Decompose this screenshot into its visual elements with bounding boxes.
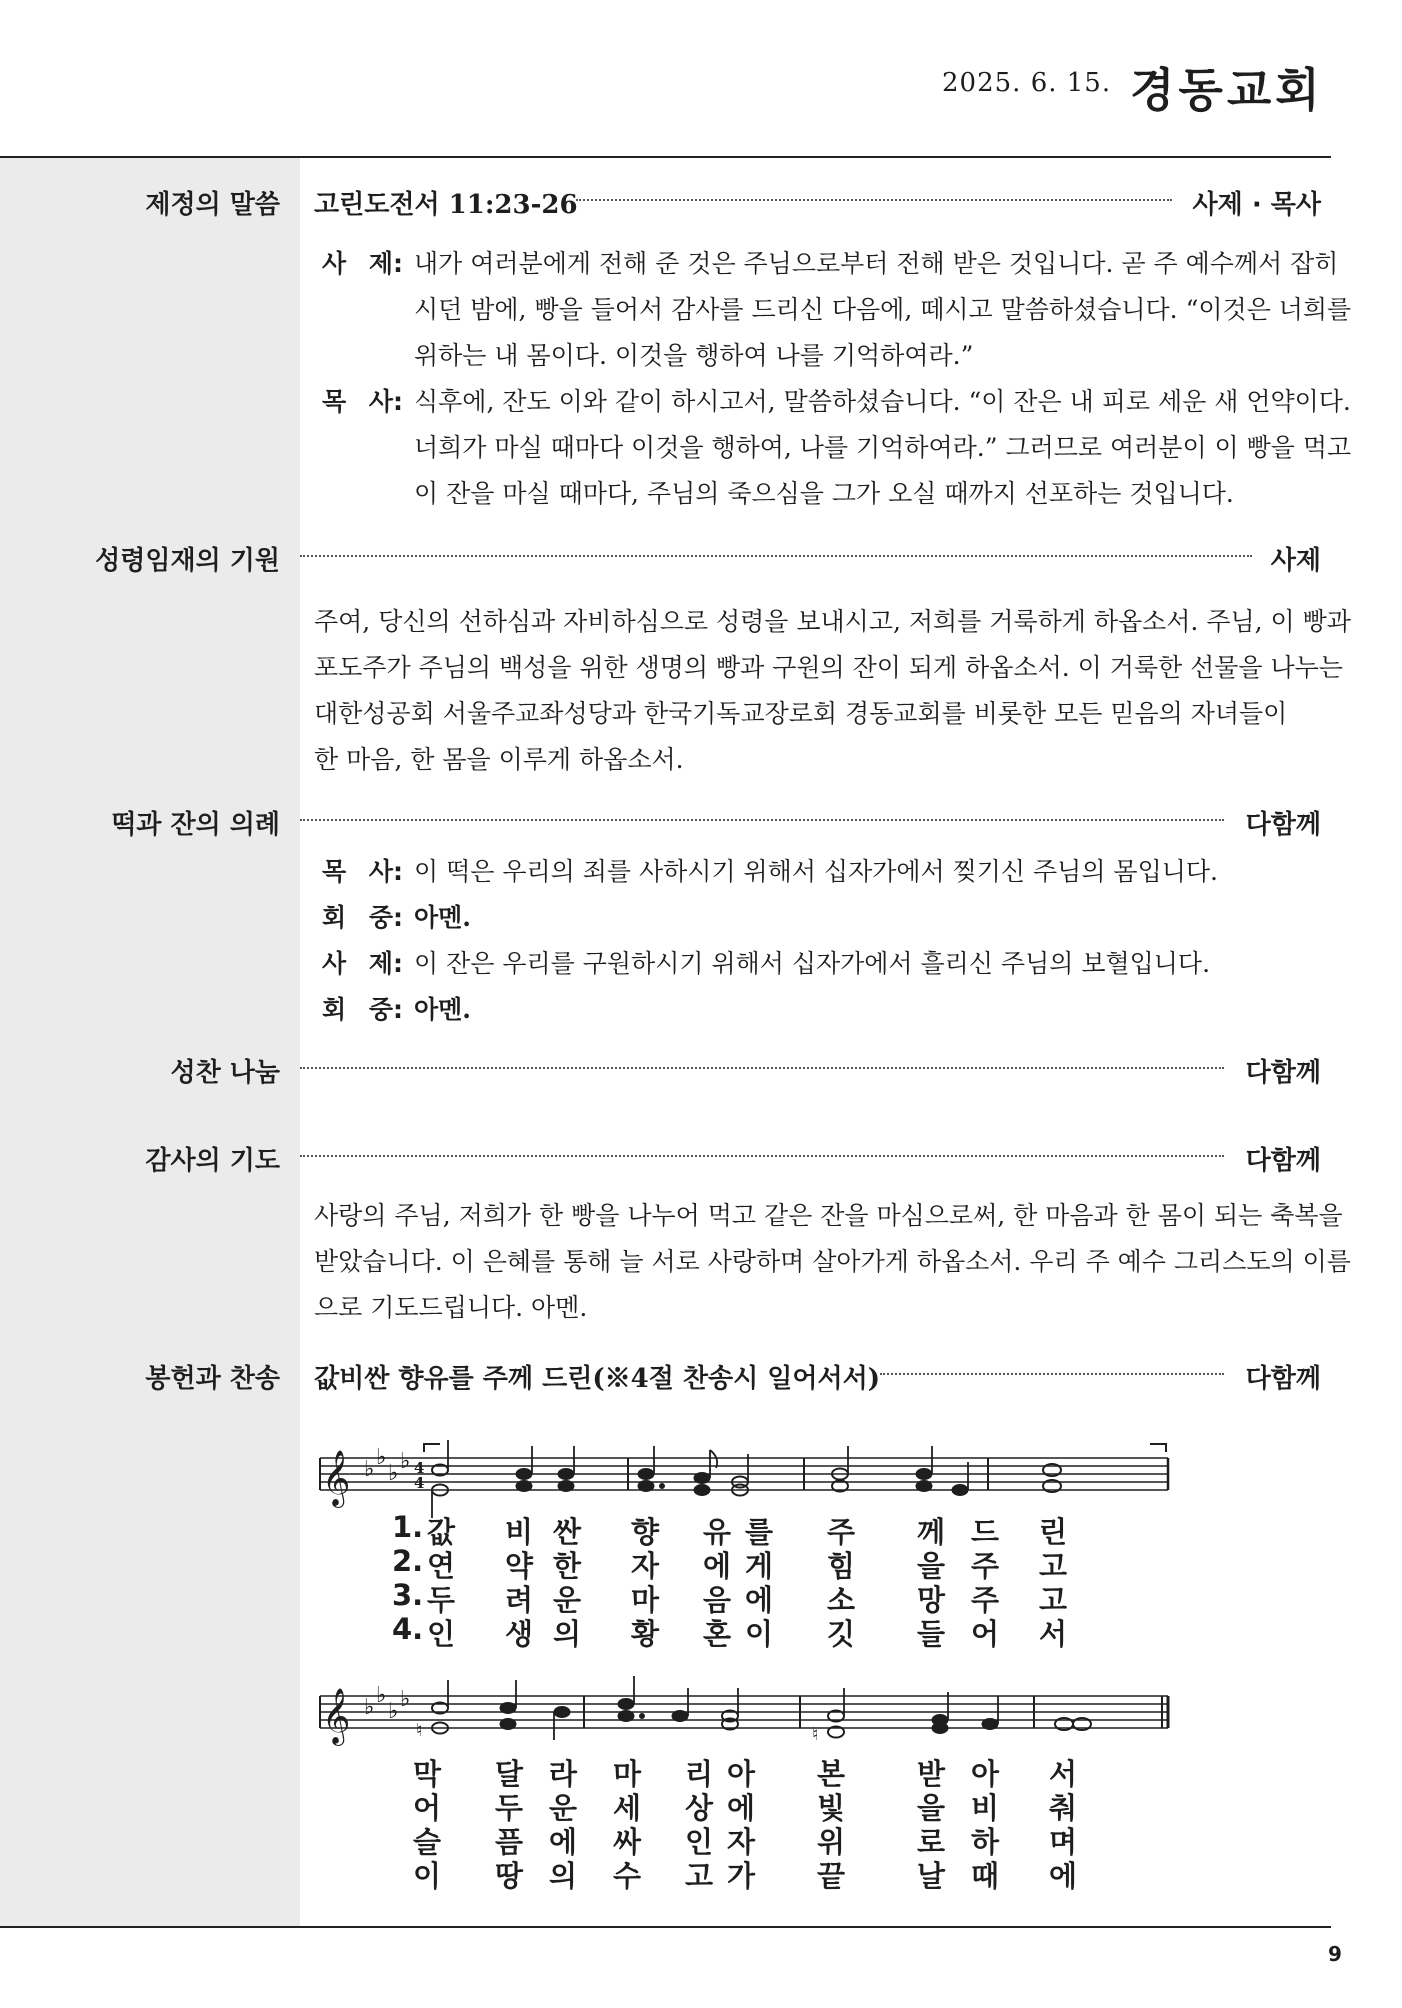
leader-dots xyxy=(300,555,1252,557)
lyric-syllable: 힘 xyxy=(826,1549,855,1583)
lyric-syllable: 달 xyxy=(494,1757,523,1791)
speaker-label: 사 제: xyxy=(322,949,404,978)
liturgy-line: 이 떡은 우리의 죄를 사하시기 위해서 십자가에서 찢기신 주님의 몸입니다. xyxy=(414,857,1218,886)
lyric-syllable: 이 xyxy=(412,1859,441,1893)
svg-text:♭: ♭ xyxy=(364,1457,375,1482)
lyric-syllable: 위 xyxy=(816,1825,845,1859)
lyric-syllable: 때 xyxy=(970,1859,999,1893)
lyric-syllable: 음 xyxy=(702,1583,731,1617)
lyric-syllable: 아 xyxy=(970,1757,999,1791)
top-rule xyxy=(0,156,1331,158)
lyric-syllable: 싸 xyxy=(612,1825,641,1859)
liturgy-line: 이 잔은 우리를 구원하시기 위해서 십자가에서 흘리신 주님의 보혈입니다. xyxy=(414,949,1211,978)
lyric-syllable: 약 xyxy=(504,1549,533,1583)
lyric-syllable: 주 xyxy=(826,1515,855,1549)
lyric-syllable: 망 xyxy=(916,1583,945,1617)
lyric-syllable: 슬 xyxy=(412,1825,441,1859)
liturgy-line: 이 잔을 마실 때마다, 주님의 죽으심을 그가 오실 때까지 선포하는 것입니다. xyxy=(414,479,1234,508)
speaker-label: 회 중: xyxy=(322,903,404,932)
section-role: 사제 xyxy=(1270,546,1321,576)
prayer-line: 받았습니다. 이 은혜를 통해 늘 서로 사랑하며 살아가게 하옵소서. 우리 주 예수 그리스도의 이름 xyxy=(314,1247,1351,1276)
lyric-syllable: 유 xyxy=(702,1515,731,1549)
svg-text:♭: ♭ xyxy=(400,1687,411,1712)
verse-number: 3. xyxy=(392,1578,424,1612)
lyric-syllable: 혼 xyxy=(702,1617,731,1651)
lyric-syllable: 들 xyxy=(916,1617,945,1651)
lyric-syllable: 린 xyxy=(1038,1515,1067,1549)
lyric-syllable: 이 xyxy=(744,1617,773,1651)
svg-text:𝄞: 𝄞 xyxy=(322,1688,351,1744)
leader-dots xyxy=(300,1067,1224,1069)
scripture-reference: 고린도전서 11:23-26 xyxy=(314,190,578,220)
verse-number: 1. xyxy=(392,1510,424,1544)
lyric-syllable: 주 xyxy=(970,1549,999,1583)
lyric-syllable: 싼 xyxy=(552,1515,581,1549)
lyric-syllable: 로 xyxy=(916,1825,945,1859)
lyric-syllable: 황 xyxy=(630,1617,659,1651)
liturgy-line: 위하는 내 몸이다. 이것을 행하여 나를 기억하여라.” xyxy=(414,341,974,370)
lyric-syllable: 막 xyxy=(412,1757,441,1791)
lyric-syllable: 가 xyxy=(726,1859,755,1893)
svg-text:4: 4 xyxy=(414,1474,425,1492)
liturgy-line: 시던 밤에, 빵을 들어서 감사를 드리신 다음에, 떼시고 말씀하셨습니다. “이것은 너희를 xyxy=(414,295,1352,324)
lyric-syllable: 의 xyxy=(548,1859,577,1893)
lyric-syllable: 을 xyxy=(916,1549,945,1583)
section-role: 다함께 xyxy=(1245,1058,1321,1088)
lyric-syllable: 에 xyxy=(726,1791,755,1825)
section-role: 다함께 xyxy=(1245,1146,1321,1176)
lyric-syllable: 깃 xyxy=(826,1617,855,1651)
lyric-syllable: 운 xyxy=(548,1791,577,1825)
liturgy-line: 내가 여러분에게 전해 준 것은 주님으로부터 전해 받은 것입니다. 곧 주 예수께서 잡히 xyxy=(414,249,1339,278)
music-staff-1 xyxy=(320,1440,1168,1518)
leader-dots xyxy=(576,199,1172,201)
speaker-label: 사 제: xyxy=(322,249,404,278)
lyric-syllable: 에 xyxy=(548,1825,577,1859)
bottom-rule xyxy=(0,1926,1331,1928)
lyric-syllable: 운 xyxy=(552,1583,581,1617)
svg-text:𝄞: 𝄞 xyxy=(322,1450,351,1506)
liturgy-line: 식후에, 잔도 이와 같이 하시고서, 말씀하셨습니다. “이 잔은 내 피로 세운 새 언약이다. xyxy=(414,387,1351,416)
lyric-syllable: 에 xyxy=(1048,1859,1077,1893)
section-label-communion: 성찬 나눔 xyxy=(170,1058,280,1088)
leader-dots xyxy=(300,819,1224,821)
lyric-syllable: 비 xyxy=(970,1791,999,1825)
lyric-syllable: 자 xyxy=(726,1825,755,1859)
svg-text:♭: ♭ xyxy=(388,1461,399,1486)
prayer-line: 포도주가 주님의 백성을 위한 생명의 빵과 구원의 잔이 되게 하옵소서. 이 거룩한 선물을 나누는 xyxy=(314,653,1343,682)
lyric-syllable: 주 xyxy=(970,1583,999,1617)
liturgy-line: 너희가 마실 때마다 이것을 행하여, 나를 기억하여라.” 그러므로 여러분이 이 빵을 먹고 xyxy=(414,433,1352,462)
section-label-epiclesis: 성령임재의 기원 xyxy=(95,546,280,576)
lyric-syllable: 어 xyxy=(970,1617,999,1651)
lyric-syllable: 인 xyxy=(426,1617,455,1651)
lyric-syllable: 춰 xyxy=(1048,1791,1077,1825)
lyric-syllable: 두 xyxy=(426,1583,455,1617)
lyric-syllable: 리 xyxy=(684,1757,713,1791)
lyric-syllable: 수 xyxy=(612,1859,641,1893)
liturgy-line: 아멘. xyxy=(414,995,472,1024)
lyric-syllable: 비 xyxy=(504,1515,533,1549)
lyric-syllable: 고 xyxy=(1038,1583,1067,1617)
section-role: 다함께 xyxy=(1245,810,1321,840)
svg-text:♭: ♭ xyxy=(364,1695,375,1720)
svg-text:♭: ♭ xyxy=(376,1683,387,1708)
hymn-title: 값비싼 향유를 주께 드린(※4절 찬송시 일어서서) xyxy=(314,1364,881,1394)
music-staff-2 xyxy=(320,1676,1168,1746)
lyric-syllable: 께 xyxy=(916,1515,945,1549)
lyric-syllable: 한 xyxy=(552,1549,581,1583)
lyric-syllable: 아 xyxy=(726,1757,755,1791)
svg-text:4: 4 xyxy=(414,1459,425,1477)
lyric-syllable: 빛 xyxy=(816,1791,845,1825)
leader-dots xyxy=(880,1373,1224,1375)
svg-text:♮: ♮ xyxy=(416,1720,423,1741)
svg-text:♭: ♭ xyxy=(400,1449,411,1474)
lyric-syllable: 땅 xyxy=(494,1859,523,1893)
prayer-line: 대한성공회 서울주교좌성당과 한국기독교장로회 경동교회를 비롯한 모든 믿음의 자녀들이 xyxy=(314,699,1288,728)
svg-text:♭: ♭ xyxy=(388,1699,399,1724)
svg-text:♮: ♮ xyxy=(812,1724,819,1745)
lyric-syllable: 값 xyxy=(426,1515,455,1549)
section-role: 사제 · 목사 xyxy=(1192,190,1321,220)
lyric-syllable: 소 xyxy=(826,1583,855,1617)
prayer-line: 으로 기도드립니다. 아멘. xyxy=(314,1293,588,1322)
lyric-syllable: 두 xyxy=(494,1791,523,1825)
lyric-syllable: 본 xyxy=(816,1757,845,1791)
lyric-syllable: 려 xyxy=(504,1583,533,1617)
lyric-syllable: 하 xyxy=(970,1825,999,1859)
lyric-syllable: 세 xyxy=(612,1791,641,1825)
lyric-syllable: 날 xyxy=(916,1859,945,1893)
lyric-syllable: 서 xyxy=(1038,1617,1067,1651)
lyric-syllable: 고 xyxy=(1038,1549,1067,1583)
lyric-syllable: 마 xyxy=(630,1583,659,1617)
lyric-syllable: 게 xyxy=(744,1549,773,1583)
lyric-syllable: 연 xyxy=(426,1549,455,1583)
section-role: 다함께 xyxy=(1245,1364,1321,1394)
lyric-syllable: 에 xyxy=(744,1583,773,1617)
lyric-syllable: 상 xyxy=(684,1791,713,1825)
lyric-syllable: 드 xyxy=(970,1515,999,1549)
section-label-words-of-institution: 제정의 말씀 xyxy=(145,190,280,220)
lyric-syllable: 며 xyxy=(1048,1825,1077,1859)
verse-number: 4. xyxy=(392,1612,424,1646)
lyric-syllable: 고 xyxy=(684,1859,713,1893)
speaker-label: 회 중: xyxy=(322,995,404,1024)
lyric-syllable: 서 xyxy=(1048,1757,1077,1791)
page-number: 9 xyxy=(1328,1942,1342,1966)
lyric-syllable: 받 xyxy=(916,1757,945,1791)
prayer-line: 주여, 당신의 선하심과 자비하심으로 성령을 보내시고, 저희를 거룩하게 하옵소서. 주님, 이 빵과 xyxy=(314,607,1351,636)
svg-text:♭: ♭ xyxy=(376,1445,387,1470)
speaker-label: 목 사: xyxy=(322,387,404,416)
lyric-syllable: 인 xyxy=(684,1825,713,1859)
lyric-syllable: 라 xyxy=(548,1757,577,1791)
prayer-line: 사랑의 주님, 저희가 한 빵을 나누어 먹고 같은 잔을 마심으로써, 한 마음과 한 몸이 되는 축복을 xyxy=(314,1201,1343,1230)
section-label-offering-hymn: 봉헌과 찬송 xyxy=(145,1364,280,1394)
lyric-syllable: 어 xyxy=(412,1791,441,1825)
lyric-syllable: 향 xyxy=(630,1515,659,1549)
lyric-syllable: 자 xyxy=(630,1549,659,1583)
liturgy-line: 아멘. xyxy=(414,903,472,932)
prayer-line: 한 마음, 한 몸을 이루게 하옵소서. xyxy=(314,745,684,774)
lyric-syllable: 마 xyxy=(612,1757,641,1791)
leader-dots xyxy=(300,1155,1224,1157)
lyric-syllable: 끝 xyxy=(816,1859,845,1893)
verse-number: 2. xyxy=(392,1544,424,1578)
header-date: 2025. 6. 15. xyxy=(942,68,1112,98)
speaker-label: 목 사: xyxy=(322,857,404,886)
section-label-bread-and-cup: 떡과 잔의 의례 xyxy=(111,810,280,840)
section-label-thanksgiving: 감사의 기도 xyxy=(145,1146,280,1176)
lyric-syllable: 의 xyxy=(552,1617,581,1651)
lyric-syllable: 를 xyxy=(744,1515,773,1549)
lyric-syllable: 에 xyxy=(702,1549,731,1583)
lyric-syllable: 생 xyxy=(504,1617,533,1651)
lyric-syllable: 픔 xyxy=(494,1825,523,1859)
lyric-syllable: 을 xyxy=(916,1791,945,1825)
side-panel xyxy=(0,158,300,1926)
church-name-logo: 경동교회 xyxy=(1130,63,1324,117)
